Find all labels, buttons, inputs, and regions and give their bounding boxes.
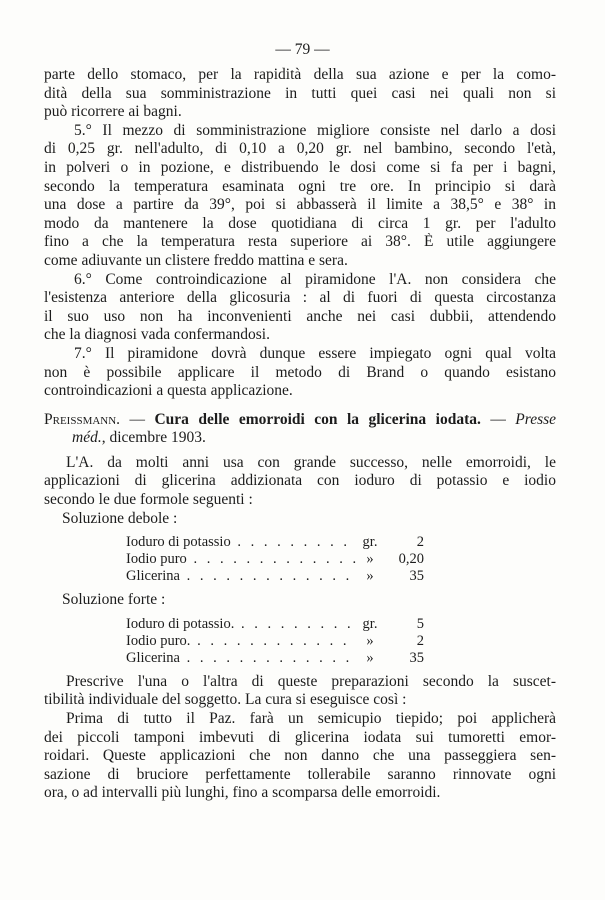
unit: » — [366, 551, 374, 568]
quantity: 35 — [409, 649, 424, 666]
formula-row — [126, 650, 446, 667]
article-heading — [44, 411, 556, 448]
text-line: 6.° Come controindicazione al piramidone l'A. non considera che — [74, 270, 556, 288]
article-title: Cura delle emorroidi con la glicerina iodata. — [154, 410, 481, 428]
ingredient: Ioduro di potassio. . . . — [126, 616, 356, 633]
unit: » — [366, 632, 374, 649]
strong-solution-label: Soluzione forte : — [62, 591, 166, 609]
quantity: 35 — [409, 568, 424, 585]
ingredient: Ioduro di potassio . . . — [126, 534, 356, 551]
page-number: — 79 — — [275, 41, 330, 58]
formula-row — [126, 616, 446, 633]
text-line: 5.° Il mezzo di somministrazione migliore consiste nel darlo a dosi — [74, 121, 556, 139]
text-line: di 0,25 gr. nell'adulto, di 0,10 a 0,20 gr. nel bambino, secondo l'età, — [44, 140, 556, 158]
text-line: il suo uso non ha inconvenienti anche nei casi dubbii, attendendo — [44, 307, 556, 325]
text-line: dità della sua somministrazione in tutti quei casi nei quali non si — [44, 84, 556, 102]
text-line: L'A. da molti anni usa con grande successo, nelle emorroidi, le — [66, 453, 556, 471]
dash: — — [120, 410, 155, 428]
heading-line — [44, 411, 556, 430]
weak-solution-label: Soluzione debole : — [62, 509, 178, 527]
unit: gr. — [362, 534, 378, 551]
text-line: modo da mantenere la dose quotidiana di circa 1 gr. per l'adulto — [44, 214, 556, 232]
journal-name-cont: méd. — [72, 429, 102, 447]
section-piramidone — [44, 66, 556, 401]
text-line: può ricorrere ai bagni. — [44, 103, 182, 121]
text-line: parte dello stomaco, per la rapidità della sua azione e per la como- — [44, 66, 556, 83]
text-line: tibilità individuale del soggetto. La cura si eseguisce così : — [44, 691, 407, 709]
text-line: che la diagnosi vada confermandosi. — [44, 326, 270, 344]
text-line: come adiuvante un clistere freddo mattina e sera. — [44, 251, 348, 269]
text-line: Prima di tutto il Paz. farà un semicupio tiepido; poi applicherà — [66, 710, 556, 728]
formula-row — [126, 551, 446, 568]
ingredient: Iodio puro . . . — [126, 551, 356, 568]
formula-row — [126, 534, 446, 551]
article-date: , dicembre 1903. — [101, 429, 206, 447]
page-body — [44, 66, 556, 803]
formula-row — [126, 633, 446, 650]
text-line: in polveri o in pozione, e distribuendo le dosi come si fa per i bagni, — [44, 158, 556, 176]
text-line: fino a che la temperatura resta superiore ai 38°. È utile aggiungere — [44, 233, 556, 251]
quantity: 5 — [416, 615, 424, 632]
ingredient: Glicerina . . . — [126, 650, 356, 667]
quantity: 0,20 — [398, 551, 424, 568]
text-line: una dose a partire da 39°, poi si abbasserà il limite a 38,5° e 38° in — [44, 196, 556, 214]
text-line: 7.° Il piramidone dovrà dunque essere impiegato ogni qual volta — [74, 344, 556, 362]
ingredient: Iodio puro. . . . — [126, 633, 356, 650]
text-line: ora, o ad intervalli più lunghi, fino a scomparsa delle emorroidi. — [44, 784, 441, 802]
text-line: secondo le due formole seguenti : — [44, 491, 253, 509]
quantity: 2 — [416, 534, 424, 551]
article-closing — [44, 673, 556, 803]
weak-solution-table — [126, 534, 446, 585]
text-line: non è possibile applicare il metodo di Brand o quando esistano — [44, 363, 556, 381]
text-line: l'esistenza anteriore della glicosuria : al di fuori di questa circostanza — [44, 289, 556, 307]
journal-name: Presse — [515, 410, 556, 428]
article-author: Preissmann. — [44, 410, 121, 428]
text-line: applicazioni di glicerina addizionata con ioduro di potassio e iodio — [44, 472, 556, 490]
ingredient: Glicerina . . . — [126, 568, 356, 585]
unit: gr. — [362, 615, 378, 632]
text-line: sazione di bruciore perfettamente tollerabile saranno rinnovate ogni — [44, 765, 556, 783]
text-line: Prescrive l'una o l'altra di queste preparazioni secondo la suscet- — [66, 672, 556, 690]
quantity: 2 — [416, 632, 424, 649]
text-line: controindicazioni a questa applicazione. — [44, 382, 293, 400]
text-line: dei piccoli tamponi imbevuti di glicerina iodata sui tumoretti emor- — [44, 728, 556, 746]
strong-solution-table — [126, 616, 446, 667]
heading-line — [44, 429, 556, 448]
unit: » — [366, 649, 374, 666]
spacer — [44, 401, 556, 411]
article-intro — [44, 454, 556, 510]
formula-row — [126, 568, 446, 585]
text-line: roidari. Queste applicazioni che non danno che una passeggiera sen- — [44, 747, 556, 765]
unit: » — [366, 568, 374, 585]
dash: — — [480, 410, 516, 428]
text-line: secondo la temperatura esaminata ogni tre ore. In principio si darà — [44, 177, 556, 195]
